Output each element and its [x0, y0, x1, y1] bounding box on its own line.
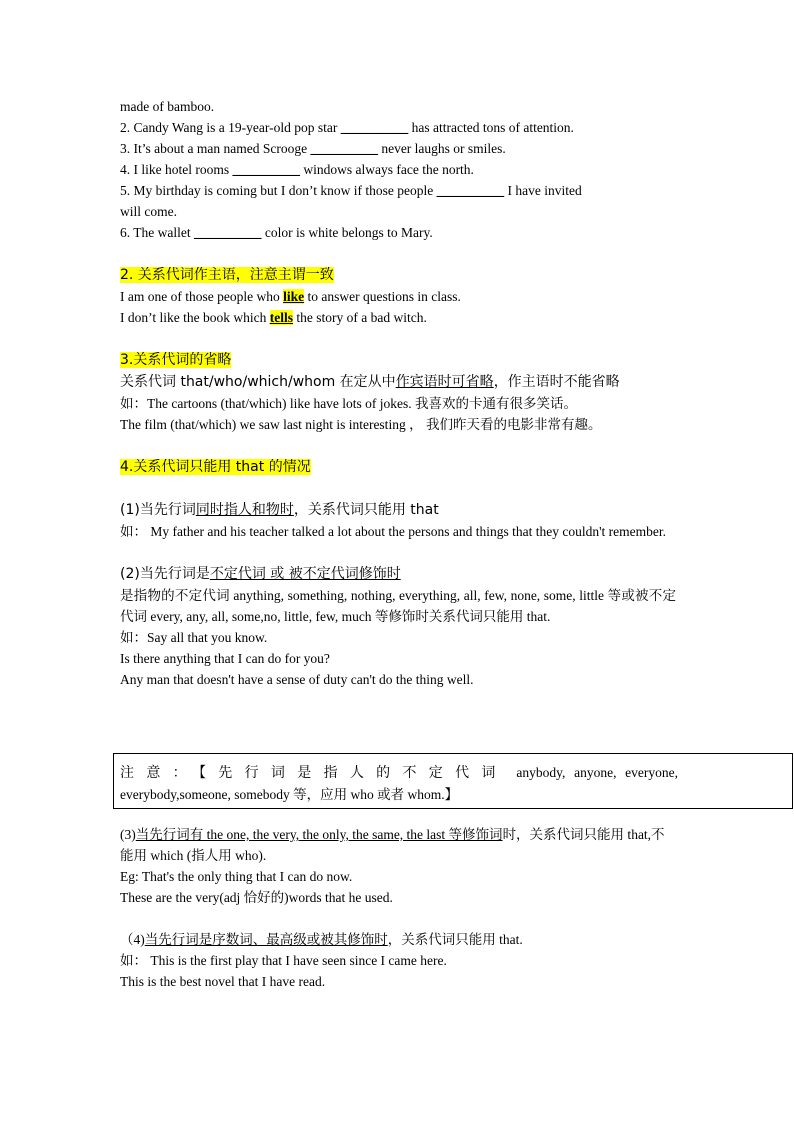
answer-blank[interactable]: __________ — [232, 162, 300, 177]
answer-blank[interactable]: __________ — [193, 225, 262, 240]
text: the story of a bad witch. — [292, 310, 427, 325]
exercise-line-1-end — [120, 96, 676, 117]
section-3-example-1 — [120, 393, 676, 414]
rule-3-example-1 — [120, 866, 676, 887]
underlined-text: 作宾语时可省略 — [395, 374, 494, 390]
text: Eg: That's the only thing that I can do now. — [120, 869, 353, 884]
text: ，关系代词只能用 that. — [387, 932, 523, 947]
text: will come. — [120, 204, 177, 219]
underlined-text: 同时指人和物时 — [195, 502, 294, 518]
rule-4 — [120, 929, 676, 950]
rule-3 — [120, 824, 676, 866]
section-3-heading — [120, 349, 676, 371]
text: (2)当先行词是 — [120, 566, 210, 582]
answer-blank[interactable]: __________ — [340, 120, 409, 135]
text: windows always face the north. — [299, 162, 474, 177]
rule-2 — [120, 563, 676, 585]
text: (3) — [120, 827, 136, 842]
text: 如：Say all that you know. — [120, 630, 268, 645]
note-rest: anybody, anyone, everyone, everybody,someone, somebody 等，应用 who 或者 whom.】 — [120, 765, 679, 802]
spacer — [120, 328, 676, 349]
spacer — [120, 542, 676, 563]
section-2-heading — [120, 264, 676, 286]
text: I am one of those people who — [120, 289, 284, 304]
rule-4-example-1 — [120, 950, 676, 971]
text: The film (that/which) we saw last night is interesting ， 我们昨天看的电影非常有趣。 — [120, 417, 602, 432]
exercise-3 — [120, 138, 676, 159]
text: These are the very(adj 恰好的)words that he used. — [120, 890, 393, 905]
section-3-rule — [120, 371, 676, 393]
heading-text: 3.关系代词的省略 — [120, 352, 232, 368]
underlined-text: 当先行词是序数词、最高级或被其修饰时 — [144, 932, 388, 947]
highlighted-verb: tells — [269, 310, 293, 325]
text: 关系代词 that/who/which/whom 在定从中 — [120, 374, 396, 390]
note-text — [120, 762, 678, 805]
text: color is white belongs to Mary. — [261, 225, 433, 240]
text: ，作主语时不能省略 — [493, 374, 620, 390]
rule-3-example-2 — [120, 887, 676, 908]
exercise-4 — [120, 159, 676, 180]
text: （4) — [120, 932, 145, 947]
text: This is the best novel that I have read. — [120, 974, 326, 989]
text: Is there anything that I can do for you? — [120, 651, 330, 666]
section-2-example-2 — [120, 307, 676, 328]
text: I don’t like the book which — [120, 310, 270, 325]
spacer — [120, 478, 676, 499]
spacer — [120, 243, 676, 264]
section-2-example-1 — [120, 286, 676, 307]
underlined-text: 不定代词 或 被不定代词修饰时 — [209, 566, 401, 582]
lower-content — [120, 824, 676, 992]
rule-2-example-3 — [120, 669, 676, 690]
text: to answer questions in class. — [304, 289, 461, 304]
highlighted-verb: like — [283, 289, 305, 304]
exercise-6 — [120, 222, 676, 243]
text: 3. It’s about a man named Scrooge — [120, 141, 311, 156]
text: ，关系代词只能用 that — [293, 502, 439, 518]
text: has attracted tons of attention. — [408, 120, 574, 135]
rule-4-example-2 — [120, 971, 676, 992]
exercise-2 — [120, 117, 676, 138]
text: 如： My father and his teacher talked a lot about the persons and things that they couldn't remember. — [120, 524, 667, 539]
text: made of bamboo. — [120, 99, 215, 114]
text: never laughs or smiles. — [377, 141, 506, 156]
section-4-heading — [120, 456, 676, 478]
heading-text: 4.关系代词只能用 that 的情况 — [120, 459, 311, 475]
section-3-example-2 — [120, 414, 676, 435]
spacer — [120, 908, 676, 929]
text: 6. The wallet — [120, 225, 194, 240]
heading-text: 2. 关系代词作主语，注意主谓一致 — [120, 267, 334, 283]
text: 如：The cartoons (that/which) like have lots of jokes. 我喜欢的卡通有很多笑话。 — [120, 396, 578, 411]
rule-2-example-1 — [120, 627, 676, 648]
underlined-text: 当先行词有 the one, the very, the only, the same, the last 等修饰词 — [135, 827, 503, 842]
text: 4. I like hotel rooms — [120, 162, 233, 177]
note-box — [113, 753, 793, 809]
rule-1-example — [120, 521, 676, 542]
main-content — [120, 96, 676, 690]
text: 2. Candy Wang is a 19-year-old pop star — [120, 120, 341, 135]
text: (1)当先行词 — [120, 502, 196, 518]
text: Any man that doesn't have a sense of duty can't do the thing well. — [120, 672, 474, 687]
rule-2-description — [120, 585, 676, 627]
text: 时，关系代词只能用 that,不能用 which (指人用 who). — [120, 827, 665, 863]
answer-blank[interactable]: __________ — [310, 141, 378, 156]
exercise-5 — [120, 180, 676, 201]
note-lead: 注意：【先行词是指人的不定代词 — [120, 765, 508, 781]
exercise-5-end — [120, 201, 676, 222]
text: 如： This is the first play that I have seen since I came here. — [120, 953, 447, 968]
text: I have invited — [504, 183, 582, 198]
text: 5. My birthday is coming but I don’t know if those people — [120, 183, 437, 198]
answer-blank[interactable]: __________ — [436, 183, 505, 198]
spacer — [120, 435, 676, 456]
rule-1 — [120, 499, 676, 521]
rule-2-example-2 — [120, 648, 676, 669]
text: 是指物的不定代词 anything, something, nothing, everything, all, few, none, some, little 等或被不定代词 every, any, all, some,no, little, few, much 等修饰时关系代词只能用 that. — [120, 588, 676, 624]
